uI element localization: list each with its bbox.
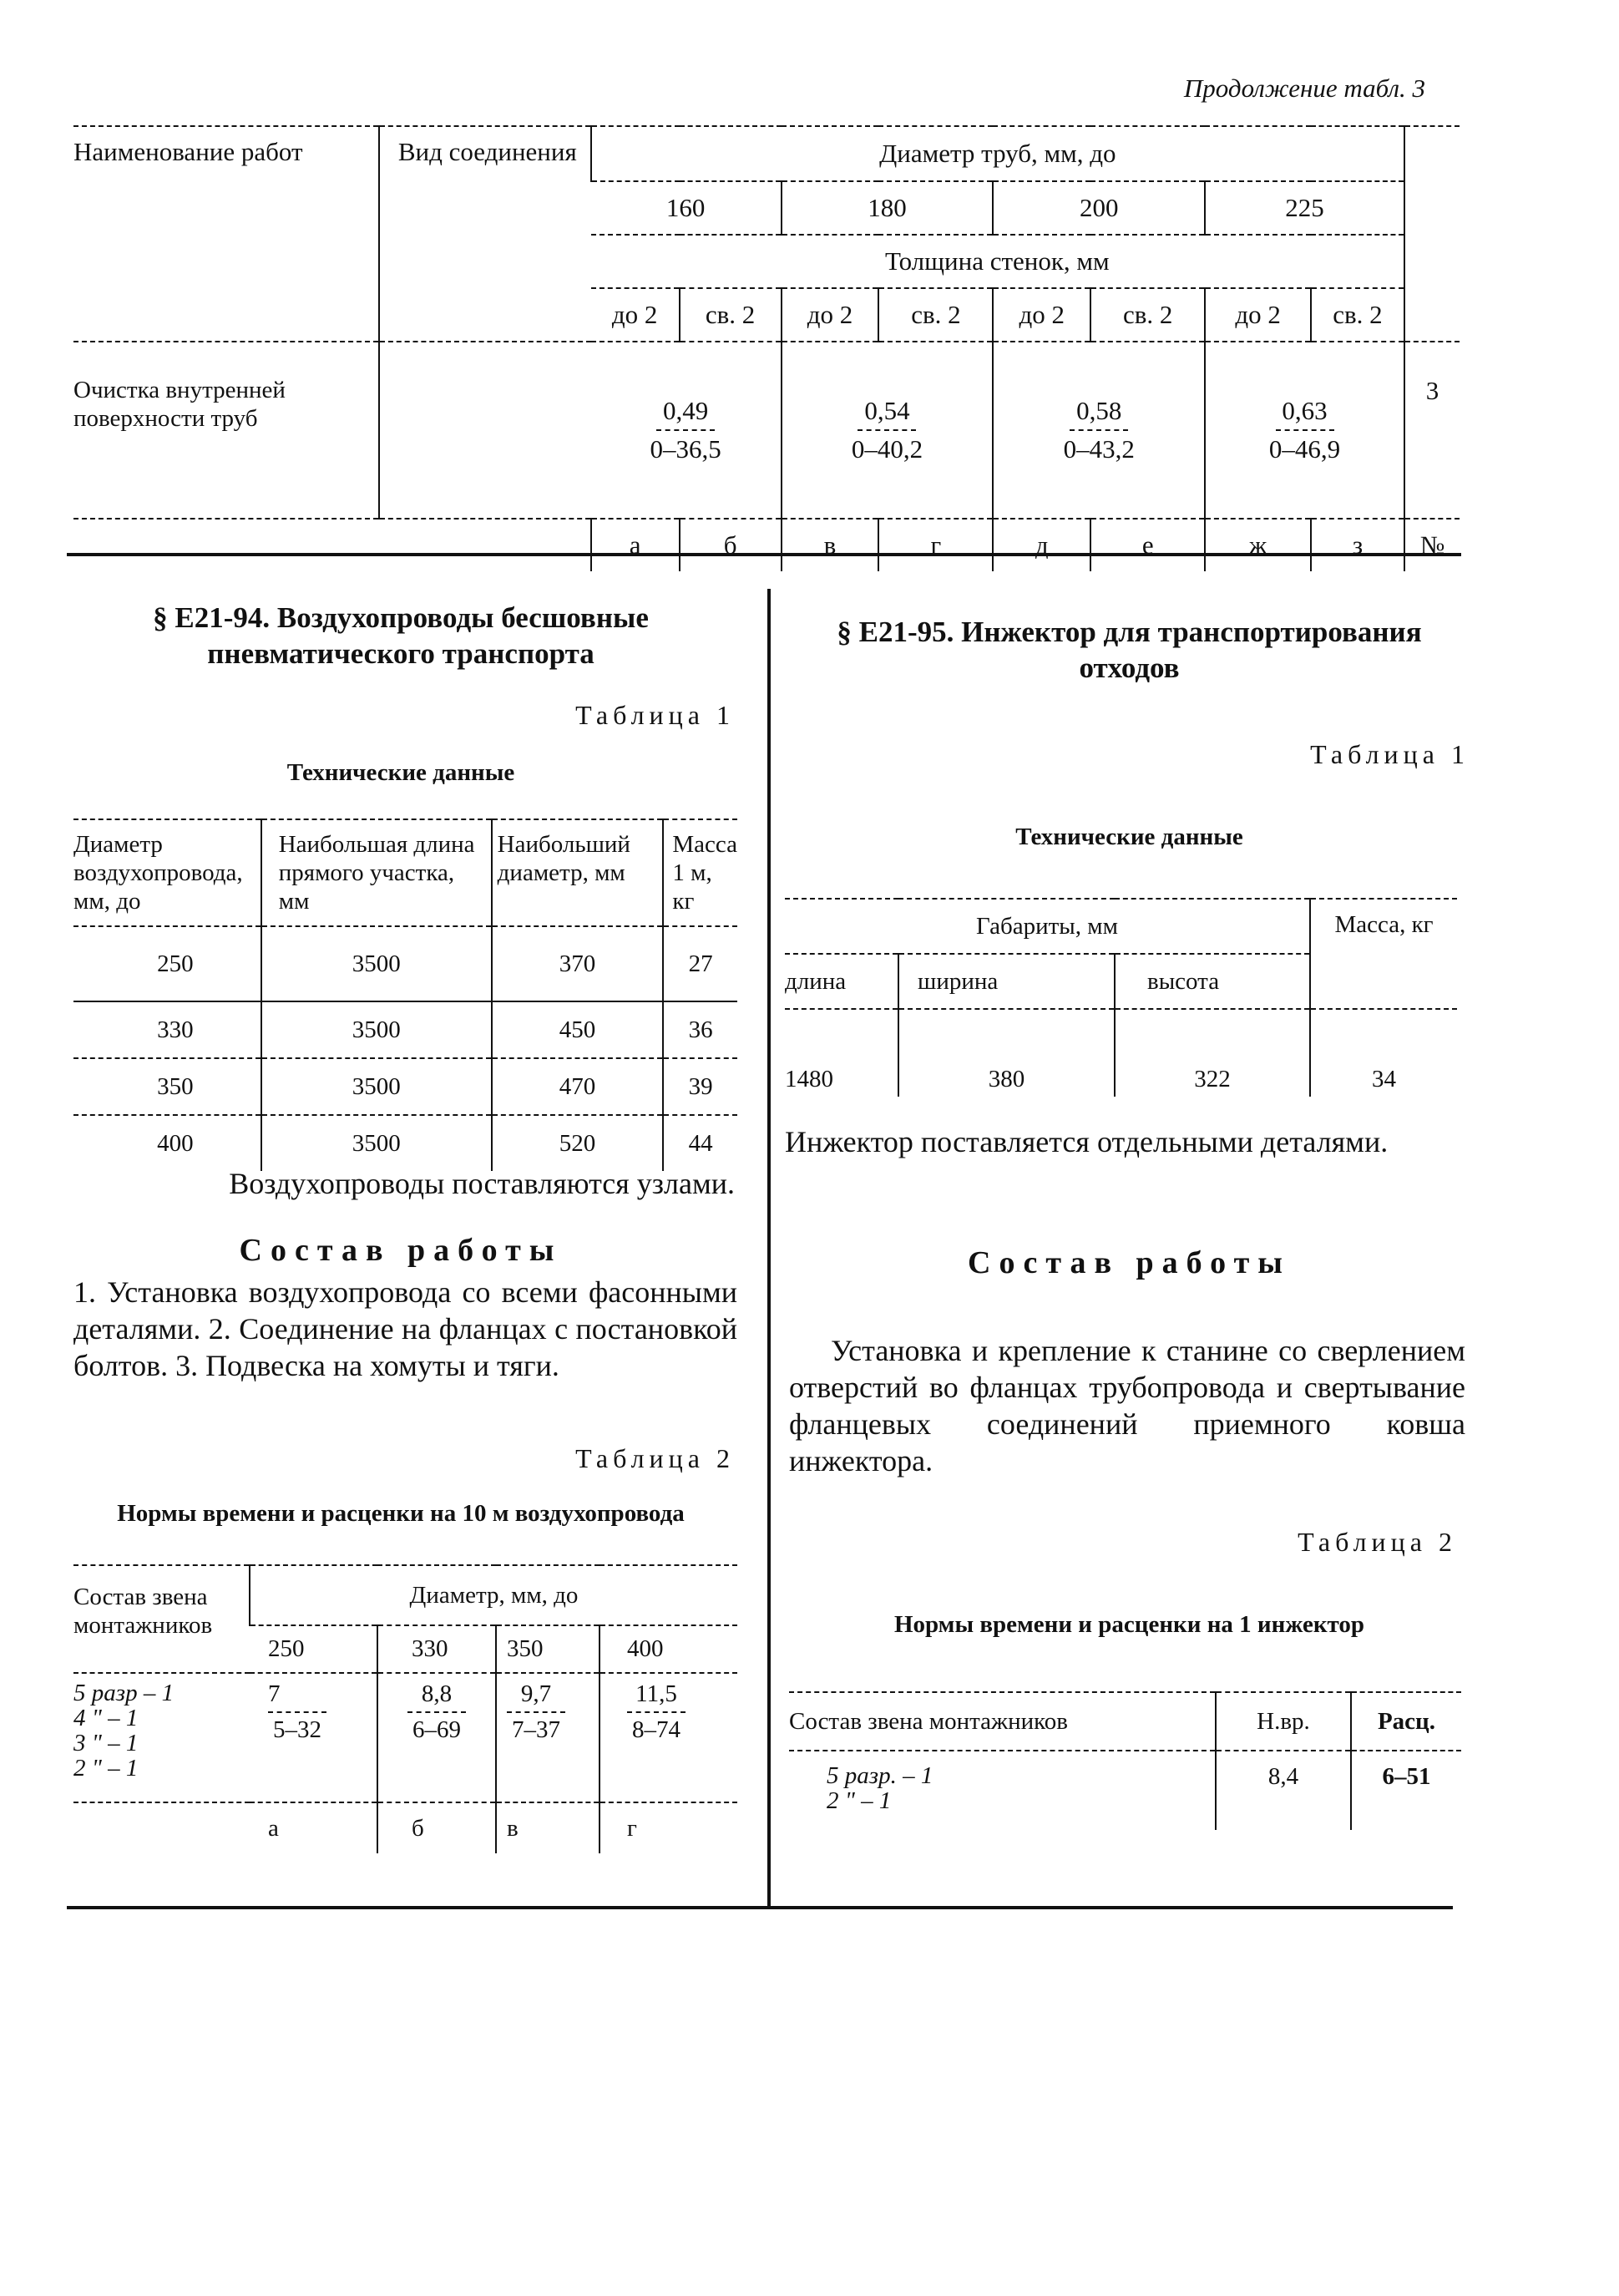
t2-diam: 400 [600, 1625, 737, 1673]
t1-cell: 3500 [261, 1001, 492, 1058]
t1-cell: 44 [663, 1115, 737, 1171]
diam-200: 200 [993, 181, 1205, 235]
rt2-crew-item: 2 " – 1 [827, 1787, 892, 1814]
t1-cell: 39 [663, 1058, 737, 1115]
rt2-crew-item: 5 разр. – 1 [827, 1762, 933, 1789]
col-diam-header: Диаметр труб, мм, до [591, 126, 1404, 181]
left-work-text: 1. Установка воздухопровода со всеми фасонными деталями. 2. Соединение на фланцах с постановкой болтов. 3. Подвеска на хомуты и тяги. [73, 1275, 737, 1382]
bottom-rule [67, 1906, 1453, 1909]
value-num: 7 [268, 1680, 281, 1707]
rt1-cell: 34 [1310, 1009, 1457, 1097]
left-section-title: § Е21-94. Воздухопроводы бесшовные пневматического транспорта [153, 601, 649, 670]
col-work-header: Наименование работ [73, 126, 379, 342]
left-table1-caption: Технические данные [286, 759, 515, 786]
t1-cell: 36 [663, 1001, 737, 1058]
wall-col: св. 2 [878, 288, 993, 342]
value-cell [591, 342, 782, 519]
rt1-cell: 380 [898, 1009, 1115, 1097]
left-table1 [73, 819, 737, 1171]
value-den: 5–32 [273, 1716, 321, 1743]
t1-cell: 450 [492, 1001, 664, 1058]
t1-header: Диаметр воздухопровода, мм, до [73, 819, 261, 926]
left-table1-label: Таблица 1 [575, 700, 735, 730]
wall-col: до 2 [1205, 288, 1311, 342]
rt1-sub: длина [785, 954, 898, 1009]
col-letter: б [680, 519, 782, 571]
t1-cell: 3500 [261, 1115, 492, 1171]
right-table2 [789, 1691, 1461, 1830]
t2-crew-item: 3 " – 1 [73, 1730, 139, 1756]
rt2-header: Расц. [1351, 1692, 1461, 1751]
value-num: 8,8 [421, 1680, 453, 1707]
t2-crew-list [73, 1673, 250, 1802]
wall-col: до 2 [782, 288, 879, 342]
value-cell [993, 342, 1205, 519]
right-section-title: § Е21-95. Инжектор для транспортирования отходов [837, 616, 1422, 684]
left-note: Воздухопроводы поставляются узлами. [229, 1167, 735, 1200]
t1-cell: 3500 [261, 926, 492, 1001]
rt2-header: Состав звена монтажников [789, 1692, 1216, 1751]
rt2-hvr: 8,4 [1216, 1751, 1351, 1830]
value-cell [1205, 342, 1404, 519]
value-den: 0–40,2 [851, 434, 923, 464]
t2-diam: 330 [377, 1625, 496, 1673]
t2-crew-item: 2 " – 1 [73, 1755, 139, 1782]
t2-letter: а [268, 1814, 279, 1842]
left-table2-label: Таблица 2 [575, 1443, 735, 1473]
value-cell [782, 342, 994, 519]
col-letter: д [993, 519, 1090, 571]
rt1-mass-header: Масса, кг [1310, 899, 1457, 1009]
right-table1-label: Таблица 1 [1310, 739, 1470, 769]
value-num: 0,54 [864, 396, 910, 425]
left-table2-caption: Нормы времени и расценки на 10 м воздухопровода [117, 1500, 685, 1527]
t1-cell: 3500 [261, 1058, 492, 1115]
diam-160: 160 [591, 181, 782, 235]
value-den: 8–74 [632, 1716, 680, 1743]
rt1-gab-header: Габариты, мм [785, 899, 1310, 954]
rt1-cell: 1480 [785, 1066, 833, 1092]
right-table1 [785, 898, 1457, 1097]
diam-180: 180 [782, 181, 994, 235]
wall-col: до 2 [611, 300, 658, 329]
t2-letter: в [496, 1802, 600, 1853]
rt2-rate: 6–51 [1351, 1751, 1461, 1830]
t2-value [496, 1673, 600, 1802]
t2-diam: 250 [250, 1625, 377, 1673]
value-num: 0,58 [1076, 396, 1122, 425]
col-letter: ж [1205, 519, 1311, 571]
t2-letter: г [600, 1802, 737, 1853]
t1-cell: 520 [492, 1115, 664, 1171]
t1-cell: 350 [73, 1058, 261, 1115]
right-work-heading: Состав работы [968, 1245, 1291, 1280]
value-den: 6–69 [412, 1716, 461, 1743]
right-work-text: Установка и крепление к станине со сверлением отверстий во фланцах трубопровода и свертывание фланцевых соединений приемного ковша инжектора. [789, 1334, 1465, 1477]
wall-col: св. 2 [1311, 288, 1404, 342]
col-letter: г [878, 519, 993, 571]
letter-spacer [379, 519, 591, 571]
t2-value [250, 1673, 377, 1802]
top-table [73, 125, 1460, 571]
t2-crew-item: 4 " – 1 [73, 1705, 139, 1731]
t1-cell: 330 [73, 1001, 261, 1058]
wall-header: Толщина стенок, мм [591, 235, 1404, 288]
col-conn-header: Вид соединения [379, 126, 591, 342]
t2-value [600, 1673, 737, 1802]
col-letter: а [591, 519, 680, 571]
left-table2 [73, 1564, 737, 1853]
t1-header: Масса 1 м, кг [663, 819, 737, 926]
wall-col: св. 2 [1090, 288, 1205, 342]
t2-value [377, 1673, 496, 1802]
rt2-header: Н.вр. [1216, 1692, 1351, 1751]
row-number: 3 [1404, 342, 1460, 519]
right-table2-caption: Нормы времени и расценки на 1 инжектор [893, 1611, 1365, 1638]
t1-cell: 400 [157, 1129, 194, 1157]
column-divider [767, 589, 771, 1908]
value-den: 0–36,5 [650, 434, 721, 464]
right-table1-caption: Технические данные [1015, 824, 1243, 850]
value-num: 11,5 [635, 1680, 677, 1707]
col-letter: е [1090, 519, 1205, 571]
t1-cell: 250 [73, 926, 261, 1001]
rt1-cell: 322 [1115, 1009, 1310, 1097]
diam-225: 225 [1205, 181, 1404, 235]
rt1-sub: ширина [898, 954, 1115, 1009]
left-work-heading: Состав работы [239, 1233, 563, 1268]
value-num: 9,7 [520, 1680, 552, 1707]
t1-header: Наибольший диаметр, мм [492, 819, 664, 926]
value-num: 0,49 [663, 396, 709, 425]
value-den: 0–43,2 [1063, 434, 1135, 464]
t2-crew-item: 5 разр – 1 [73, 1680, 175, 1706]
top-rule [67, 553, 1461, 556]
t1-header: Наибольшая длина прямого участка, мм [261, 819, 492, 926]
t2-crew-header: Состав звена монтажников [73, 1565, 250, 1673]
right-note: Инжектор поставляется отдельными деталями. [785, 1125, 1389, 1158]
continuation-label: Продолжение табл. 3 [1183, 73, 1425, 103]
right-table2-label: Таблица 2 [1298, 1527, 1457, 1557]
value-den: 7–37 [512, 1716, 560, 1743]
t1-cell: 470 [492, 1058, 664, 1115]
col-letter: в [782, 519, 879, 571]
value-den: 0–46,9 [1268, 434, 1341, 464]
row-conn [379, 342, 591, 519]
wall-col: св. 2 [680, 288, 782, 342]
t2-diam: 350 [496, 1625, 600, 1673]
col-no-header [1404, 126, 1460, 342]
t2-letter-spacer [73, 1802, 250, 1853]
rt1-sub: высота [1115, 954, 1310, 1009]
rt2-crew-list [789, 1751, 1216, 1830]
col-letter: з [1311, 519, 1404, 571]
value-num: 0,63 [1282, 396, 1328, 425]
row-work-name: Очистка внутренней поверхности труб [73, 342, 379, 519]
no-label: № [1404, 519, 1460, 571]
letter-spacer [73, 519, 379, 571]
wall-col: до 2 [993, 288, 1090, 342]
t1-cell: 27 [663, 926, 737, 1001]
t2-letter: б [377, 1802, 496, 1853]
t2-diam-header: Диаметр, мм, до [250, 1565, 737, 1625]
t1-cell: 370 [492, 926, 664, 1001]
